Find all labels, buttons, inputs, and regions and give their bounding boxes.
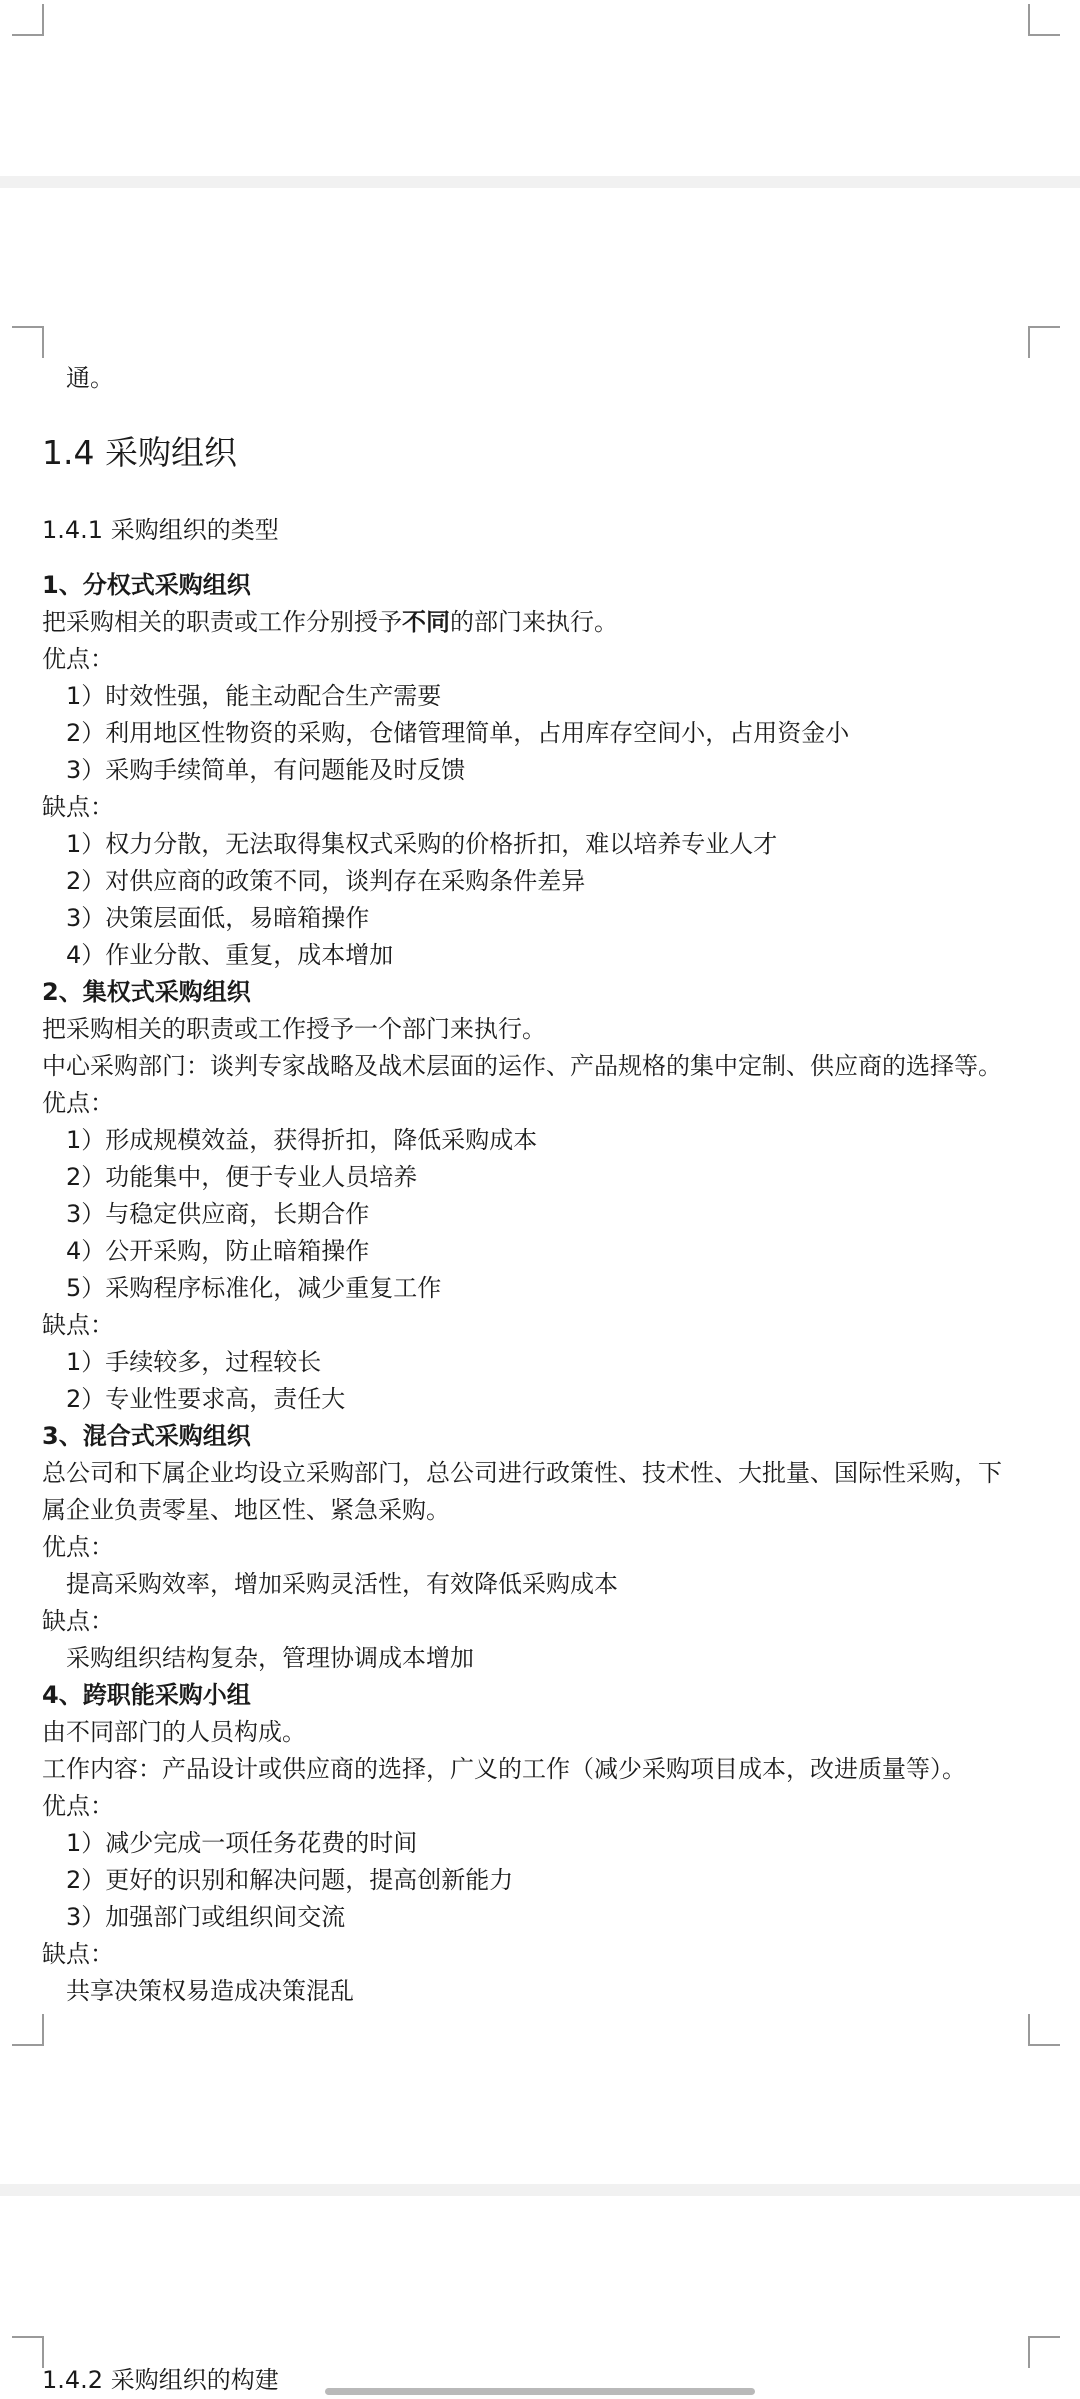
subsection-heading: 1.4.2 采购组织的构建 bbox=[42, 2366, 279, 2394]
cons-label: 缺点： bbox=[42, 1311, 114, 1339]
list-item: 2）利用地区性物资的采购，仓储管理简单，占用库存空间小，占用资金小 bbox=[66, 719, 850, 747]
pros-label: 优点： bbox=[42, 1089, 114, 1117]
list-item: 3）采购手续简单，有问题能及时反馈 bbox=[66, 756, 466, 784]
list-item: 2）更好的识别和解决问题，提高创新能力 bbox=[66, 1866, 514, 1894]
list-item: 5）采购程序标准化，减少重复工作 bbox=[66, 1274, 442, 1302]
center-desc: 中心采购部门：谈判专家战略及战术层面的运作、产品规格的集中定制、供应商的选择等。 bbox=[42, 1052, 1002, 1080]
list-item: 1）手续较多，过程较长 bbox=[66, 1348, 322, 1376]
emphasis-text: 不同 bbox=[402, 608, 450, 636]
list-item: 2）专业性要求高，责任大 bbox=[66, 1385, 346, 1413]
page-corner-mark bbox=[1028, 326, 1060, 358]
list-item: 3）决策层面低，易暗箱操作 bbox=[66, 904, 370, 932]
pros-label: 优点： bbox=[42, 645, 114, 673]
page-gap bbox=[0, 176, 1080, 188]
page-corner-mark bbox=[1028, 2014, 1060, 2046]
horizontal-scrollbar[interactable] bbox=[325, 2388, 755, 2395]
pros-label: 优点： bbox=[42, 1792, 114, 1820]
page-corner-mark bbox=[1028, 2336, 1060, 2368]
list-item: 共享决策权易造成决策混乱 bbox=[66, 1977, 354, 2005]
list-item: 1）时效性强，能主动配合生产需要 bbox=[66, 682, 442, 710]
list-item: 1）权力分散，无法取得集权式采购的价格折扣，难以培养专业人才 bbox=[66, 830, 778, 858]
list-item: 2）功能集中，便于专业人员培养 bbox=[66, 1163, 418, 1191]
page-corner-mark bbox=[12, 326, 44, 358]
type-title-decentralized: 1、分权式采购组织 bbox=[42, 571, 251, 599]
subsection-heading: 1.4.1 采购组织的类型 bbox=[42, 516, 279, 544]
type-desc: 由不同部门的人员构成。 bbox=[42, 1718, 306, 1746]
list-item: 3）加强部门或组织间交流 bbox=[66, 1903, 346, 1931]
cons-label: 缺点： bbox=[42, 793, 114, 821]
page-corner-mark bbox=[1028, 4, 1060, 36]
work-desc: 工作内容：产品设计或供应商的选择，广义的工作（减少采购项目成本，改进质量等）。 bbox=[42, 1755, 966, 1783]
list-item: 4）作业分散、重复，成本增加 bbox=[66, 941, 394, 969]
page-corner-mark bbox=[12, 4, 44, 36]
type-desc: 把采购相关的职责或工作授予一个部门来执行。 bbox=[42, 1015, 546, 1043]
section-heading: 1.4 采购组织 bbox=[42, 433, 237, 472]
list-item: 3）与稳定供应商，长期合作 bbox=[66, 1200, 370, 1228]
list-item: 1）形成规模效益，获得折扣，降低采购成本 bbox=[66, 1126, 538, 1154]
page-gap bbox=[0, 2184, 1080, 2196]
page-corner-mark bbox=[12, 2336, 44, 2368]
list-item: 4）公开采购，防止暗箱操作 bbox=[66, 1237, 370, 1265]
type-title-hybrid: 3、混合式采购组织 bbox=[42, 1422, 251, 1450]
paragraph-tail: 通。 bbox=[66, 364, 114, 392]
list-item: 1）减少完成一项任务花费的时间 bbox=[66, 1829, 418, 1857]
type-desc: 总公司和下属企业均设立采购部门，总公司进行政策性、技术性、大批量、国际性采购，下 bbox=[42, 1459, 1002, 1487]
pros-label: 优点： bbox=[42, 1533, 114, 1561]
type-desc: 把采购相关的职责或工作分别授予不同的部门来执行。 bbox=[42, 608, 618, 636]
type-title-centralized: 2、集权式采购组织 bbox=[42, 978, 251, 1006]
type-desc: 属企业负责零星、地区性、紧急采购。 bbox=[42, 1496, 450, 1524]
list-item: 提高采购效率，增加采购灵活性，有效降低采购成本 bbox=[66, 1570, 618, 1598]
list-item: 2）对供应商的政策不同，谈判存在采购条件差异 bbox=[66, 867, 586, 895]
list-item: 采购组织结构复杂，管理协调成本增加 bbox=[66, 1644, 474, 1672]
type-title-crossfunctional: 4、跨职能采购小组 bbox=[42, 1681, 251, 1709]
page-corner-mark bbox=[12, 2014, 44, 2046]
cons-label: 缺点： bbox=[42, 1607, 114, 1635]
cons-label: 缺点： bbox=[42, 1940, 114, 1968]
